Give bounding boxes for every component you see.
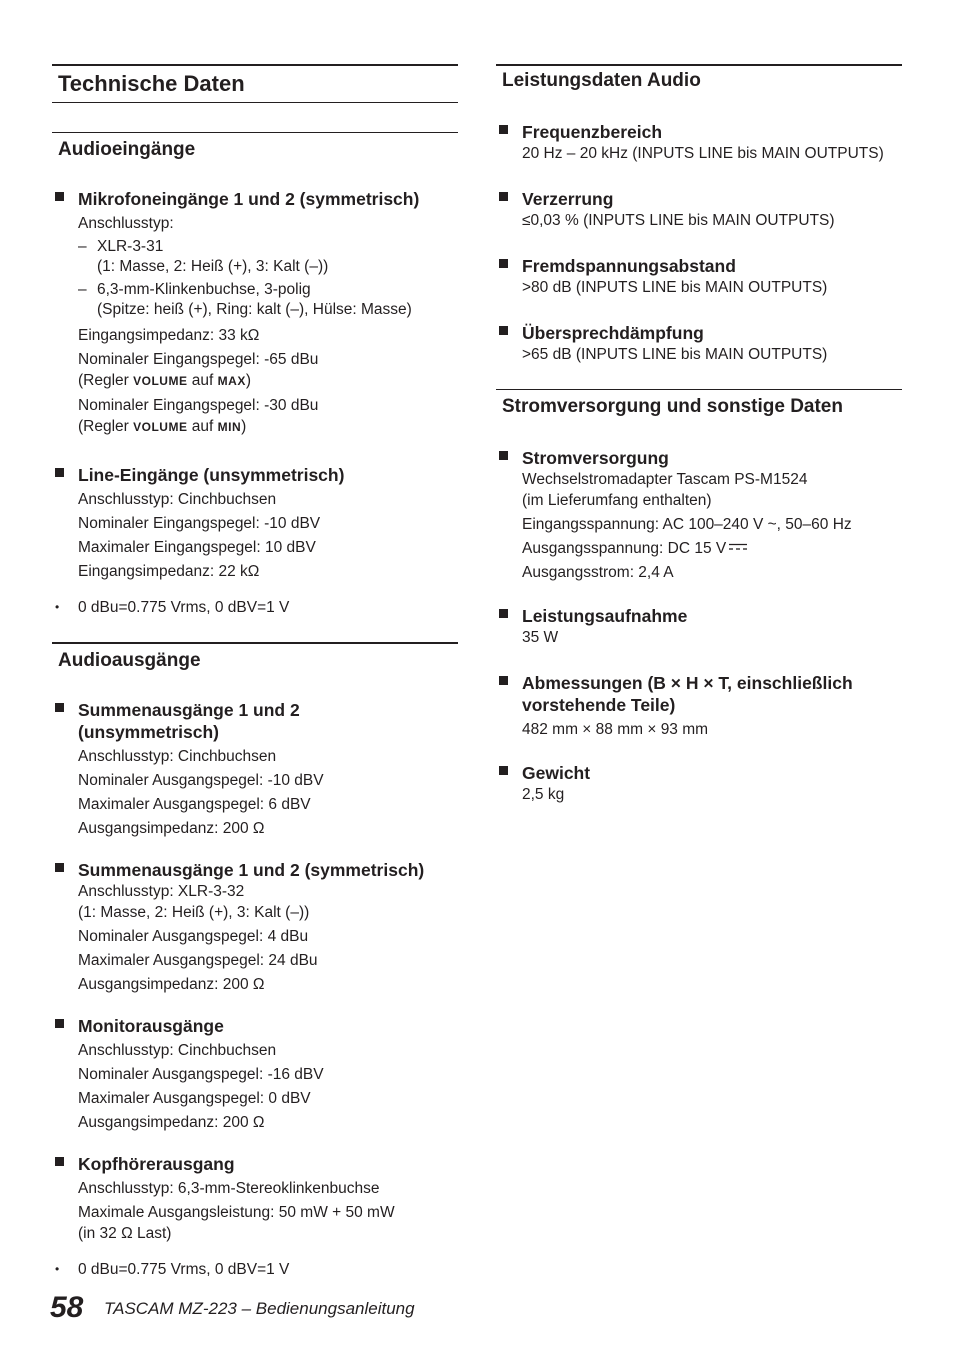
- spec-title: Abmessungen (B × H × T, einschließlich: [522, 673, 853, 693]
- spec-item-power-supply: [496, 447, 902, 583]
- spec-line: 6,3-mm-Klinkenbuchse, 3-polig: [97, 281, 311, 298]
- control-position: MAX: [217, 374, 246, 388]
- spec-dash-line: [78, 280, 458, 320]
- spec-title: (unsymmetrisch): [78, 722, 220, 742]
- square-bullet-icon: [499, 766, 508, 775]
- square-bullet-icon: [499, 676, 508, 685]
- spec-line: 35 W: [522, 629, 559, 646]
- dc-symbol-icon: [729, 543, 747, 551]
- spec-title: Leistungsaufnahme: [522, 606, 688, 626]
- spec-title: Summenausgänge 1 und 2 (symmetrisch): [78, 860, 425, 880]
- spec-title: Übersprechdämpfung: [522, 323, 704, 343]
- spec-line: Anschlusstyp: Cinchbuchsen: [78, 491, 277, 508]
- section-heading-audio-outputs: Audioausgänge: [52, 642, 458, 673]
- spec-line: 2,5 kg: [522, 786, 565, 803]
- spec-line: ≤0,03 % (INPUTS LINE bis MAIN OUTPUTS): [522, 212, 835, 229]
- spec-line: Ausgangsimpedanz: 200 Ω: [78, 820, 265, 837]
- spec-line: Maximaler Ausgangspegel: 0 dBV: [78, 1090, 311, 1107]
- spec-dash-line: [78, 237, 458, 277]
- spec-title: Fremdspannungsabstand: [522, 256, 736, 276]
- square-bullet-icon: [55, 703, 64, 712]
- spec-line: Nominaler Ausgangspegel: -10 dBV: [78, 772, 324, 789]
- right-column: [496, 64, 902, 805]
- spec-line: >65 dB (INPUTS LINE bis MAIN OUTPUTS): [522, 346, 828, 363]
- square-bullet-icon: [55, 1019, 64, 1028]
- spec-line: Nominaler Ausgangspegel: -16 dBV: [78, 1066, 324, 1083]
- spec-line: Wechselstromadapter Tascam PS-M1524: [522, 471, 808, 488]
- spec-line: Maximale Ausgangsleistung: 50 mW + 50 mW: [78, 1204, 395, 1221]
- spec-title: Mikrofoneingänge 1 und 2 (symmetrisch): [78, 189, 420, 209]
- spec-line: Anschlusstyp: Cinchbuchsen: [78, 1042, 277, 1059]
- spec-title: Summenausgänge 1 und 2: [78, 700, 300, 720]
- square-bullet-icon: [499, 125, 508, 134]
- spec-line: Eingangsimpedanz: 33 kΩ: [78, 327, 260, 344]
- spec-item-weight: [496, 762, 902, 805]
- spec-line: (1: Masse, 2: Heiß (+), 3: Kalt (–)): [78, 904, 310, 921]
- dot-bullet: •: [55, 1262, 60, 1276]
- square-bullet-icon: [499, 192, 508, 201]
- spec-line: Nominaler Eingangspegel: -10 dBV: [78, 515, 321, 532]
- control-position: MIN: [217, 420, 242, 434]
- spec-item-main-outputs-balanced: [52, 859, 458, 995]
- footnote: [52, 597, 458, 618]
- spec-line: (1: Masse, 2: Heiß (+), 3: Kalt (–)): [97, 258, 329, 275]
- spec-line: Ausgangsimpedanz: 200 Ω: [78, 976, 265, 993]
- spec-title: Monitorausgänge: [78, 1016, 224, 1036]
- spec-item-distortion: [496, 188, 902, 231]
- spec-line: >80 dB (INPUTS LINE bis MAIN OUTPUTS): [522, 279, 828, 296]
- spec-item-headphone-output: [52, 1153, 458, 1244]
- spec-line: Maximaler Eingangspegel: 10 dBV: [78, 539, 316, 556]
- spec-line: Nominaler Eingangspegel: -30 dBu: [78, 397, 319, 414]
- spec-line: (im Lieferumfang enthalten): [522, 492, 712, 509]
- square-bullet-icon: [499, 259, 508, 268]
- square-bullet-icon: [499, 609, 508, 618]
- spec-line: (in 32 Ω Last): [78, 1225, 172, 1242]
- spec-item-monitor-outputs: [52, 1015, 458, 1133]
- spec-title: vorstehende Teile): [522, 695, 676, 715]
- spec-title: Verzerrung: [522, 189, 614, 209]
- spec-line: XLR-3-31: [97, 238, 164, 255]
- spec-item-frequency-range: [496, 121, 902, 164]
- spec-line: (Regler VOLUME auf MIN): [78, 418, 247, 435]
- footer-title: TASCAM MZ-223 – Bedienungsanleitung: [104, 1299, 415, 1318]
- dot-bullet: •: [55, 600, 60, 614]
- spec-item-crosstalk: [496, 322, 902, 365]
- section-heading-audio-performance: Leistungsdaten Audio: [496, 64, 902, 93]
- spec-item-main-outputs-unbalanced: [52, 699, 458, 839]
- spec-item-line-inputs: [52, 464, 458, 582]
- control-name: VOLUME: [133, 420, 188, 434]
- square-bullet-icon: [55, 1157, 64, 1166]
- spec-item-snr: [496, 255, 902, 298]
- dash-bullet: –: [78, 281, 87, 298]
- spec-title: Gewicht: [522, 763, 591, 783]
- footnote-text: 0 dBu=0.775 Vrms, 0 dBV=1 V: [78, 1261, 290, 1278]
- spec-line: Maximaler Ausgangspegel: 24 dBu: [78, 952, 318, 969]
- spec-line: Anschlusstyp: Cinchbuchsen: [78, 748, 277, 765]
- spec-line: Maximaler Ausgangspegel: 6 dBV: [78, 796, 311, 813]
- spec-item-dimensions: [496, 672, 902, 740]
- spec-title: Kopfhörerausgang: [78, 1154, 235, 1174]
- spec-title: Stromversorgung: [522, 448, 669, 468]
- section-heading-power-misc: Stromversorgung und sonstige Daten: [496, 389, 902, 419]
- spec-line: Ausgangsstrom: 2,4 A: [522, 564, 674, 581]
- footnote: [52, 1259, 458, 1280]
- spec-line: Nominaler Eingangspegel: -65 dBu: [78, 351, 319, 368]
- spec-line: Anschlusstyp:: [78, 215, 174, 232]
- spec-item-power-consumption: [496, 605, 902, 648]
- square-bullet-icon: [499, 451, 508, 460]
- spec-line: Anschlusstyp: 6,3-mm-Stereoklinkenbuchse: [78, 1180, 380, 1197]
- dash-bullet: –: [78, 238, 87, 255]
- spec-title: Frequenzbereich: [522, 122, 663, 142]
- spec-line: (Regler VOLUME auf MAX): [78, 372, 251, 389]
- spec-line: 20 Hz – 20 kHz (INPUTS LINE bis MAIN OUTPUTS): [522, 145, 884, 162]
- square-bullet-icon: [499, 326, 508, 335]
- control-name: VOLUME: [133, 374, 188, 388]
- spec-item-mic-inputs: [52, 188, 458, 438]
- spec-line: Anschlusstyp: XLR-3-32: [78, 883, 245, 900]
- spec-line: 482 mm × 88 mm × 93 mm: [522, 721, 709, 738]
- spec-line: Eingangsimpedanz: 22 kΩ: [78, 563, 260, 580]
- spec-line: Ausgangsimpedanz: 200 Ω: [78, 1114, 265, 1131]
- left-column: [52, 64, 458, 1280]
- square-bullet-icon: [55, 192, 64, 201]
- section-heading-audio-inputs: Audioeingänge: [52, 132, 458, 162]
- spec-line: Eingangsspannung: AC 100–240 V ~, 50–60 Hz: [522, 516, 852, 533]
- square-bullet-icon: [55, 468, 64, 477]
- spec-line: Nominaler Ausgangspegel: 4 dBu: [78, 928, 309, 945]
- page-number: 58: [50, 1291, 84, 1324]
- spec-line: Ausgangsspannung: DC 15 V: [522, 538, 902, 559]
- square-bullet-icon: [55, 863, 64, 872]
- page-title: Technische Daten: [52, 64, 458, 103]
- footnote-text: 0 dBu=0.775 Vrms, 0 dBV=1 V: [78, 599, 290, 616]
- spec-line: (Spitze: heiß (+), Ring: kalt (–), Hülse: Masse): [97, 301, 412, 318]
- spec-title: Line-Eingänge (unsymmetrisch): [78, 465, 345, 485]
